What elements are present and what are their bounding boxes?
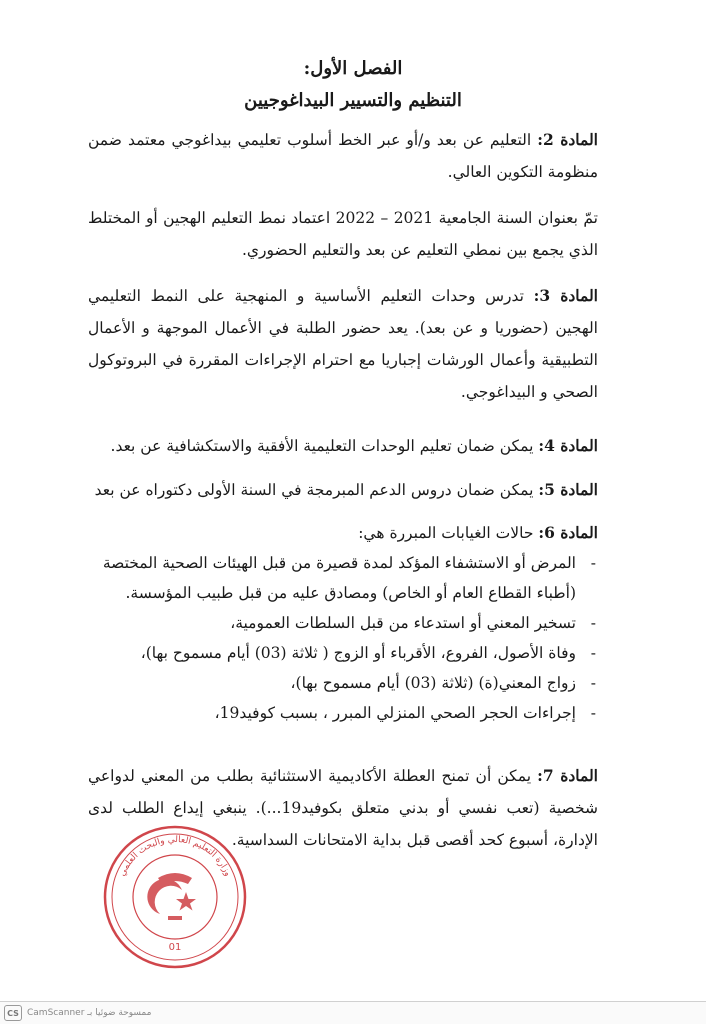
list-item: - وفاة الأصول، الفروع، الأقرباء أو الزوج ( ثلاثة (03) أيام مسموح بها)، bbox=[95, 638, 598, 668]
article-label: المادة 5: bbox=[538, 480, 598, 499]
article-text: تدرس وحدات التعليم الأساسية و المنهجية على النمط التعليمي الهجين (حضوريا و عن بعد). يعد حضور الطلبة في الأعمال الموجهة و الأعمال التطبيقية وأعمال الورشات إجباريا مع احترام الإجراءات المقررة في البروتوكول الصحي و البيداغوجي. bbox=[88, 287, 598, 401]
chapter-title: الفصل الأول: bbox=[303, 58, 403, 79]
article-label: المادة 4: bbox=[538, 436, 598, 455]
article-label: المادة 7: bbox=[537, 766, 598, 785]
article-text: تمّ بعنوان السنة الجامعية 2021 – 2022 اعتماد نمط التعليم الهجين أو المختلط الذي يجمع بين نمطي التعليم عن بعد والتعليم الحضوري. bbox=[88, 209, 599, 259]
article-5 bbox=[88, 474, 598, 506]
article-4 bbox=[88, 430, 598, 462]
seal-ring-text bbox=[117, 835, 232, 878]
seal-ring-textpath: وزارة التعليم العالي والبحث العلمي bbox=[117, 834, 233, 878]
article-text: حالات الغيابات المبررة هي: bbox=[358, 524, 539, 542]
list-item: - المرض أو الاستشفاء المؤكد لمدة قصيرة من قبل الهيئات الصحية المختصة (أطباء القطاع العام أو الخاص) ومصادق عليه من قبل طبيب المؤسسة. bbox=[95, 548, 598, 608]
emblem-icon bbox=[147, 873, 196, 920]
article-text: التعليم عن بعد و/أو عبر الخط أسلوب تعليمي بيداغوجي معتمد ضمن منظومة التكوين العالي. bbox=[88, 131, 598, 181]
article-6 bbox=[88, 517, 598, 549]
list-item: - زواج المعني(ة) (ثلاثة (03) أيام مسموح بها)، bbox=[95, 668, 598, 698]
official-seal bbox=[100, 822, 250, 972]
list-item: - إجراءات الحجر الصحي المنزلي المبرر ، بسبب كوفيد19، bbox=[95, 698, 598, 728]
scanner-watermark-text: CamScanner ممسوحة ضوئيا بـ bbox=[27, 1008, 152, 1018]
list-item: - تسخير المعني أو استدعاء من قبل السلطات العمومية، bbox=[95, 608, 598, 638]
academic-year-note bbox=[88, 202, 598, 266]
scanner-footer bbox=[0, 1001, 706, 1024]
seal-number: 01 bbox=[168, 942, 182, 953]
article-label: المادة 3: bbox=[533, 286, 598, 305]
camscanner-logo-icon: CS bbox=[4, 1005, 22, 1021]
article-label: المادة 2: bbox=[537, 130, 598, 149]
justified-absences-list bbox=[95, 548, 598, 728]
chapter-subtitle: التنظيم والتسيير البيداغوجيين bbox=[244, 90, 462, 111]
article-2 bbox=[88, 124, 598, 188]
article-3 bbox=[88, 280, 598, 408]
article-text: يمكن أن تمنح العطلة الأكاديمية الاستثنائية بطلب من المعني لدواعي شخصية (تعب نفسي أو بدني متعلق بكوفيد19...). ينبغي إيداع الطلب لدى الإدارة، أسبوع كحد أقصى قبل بداية الامتحانات السداسية. bbox=[88, 767, 598, 849]
article-text: يمكن ضمان تعليم الوحدات التعليمية الأفقية والاستكشافية عن بعد. bbox=[110, 437, 539, 455]
article-label: المادة 6: bbox=[538, 523, 598, 542]
article-text: يمكن ضمان دروس الدعم المبرمجة في السنة الأولى دكتوراه عن بعد bbox=[94, 481, 539, 499]
